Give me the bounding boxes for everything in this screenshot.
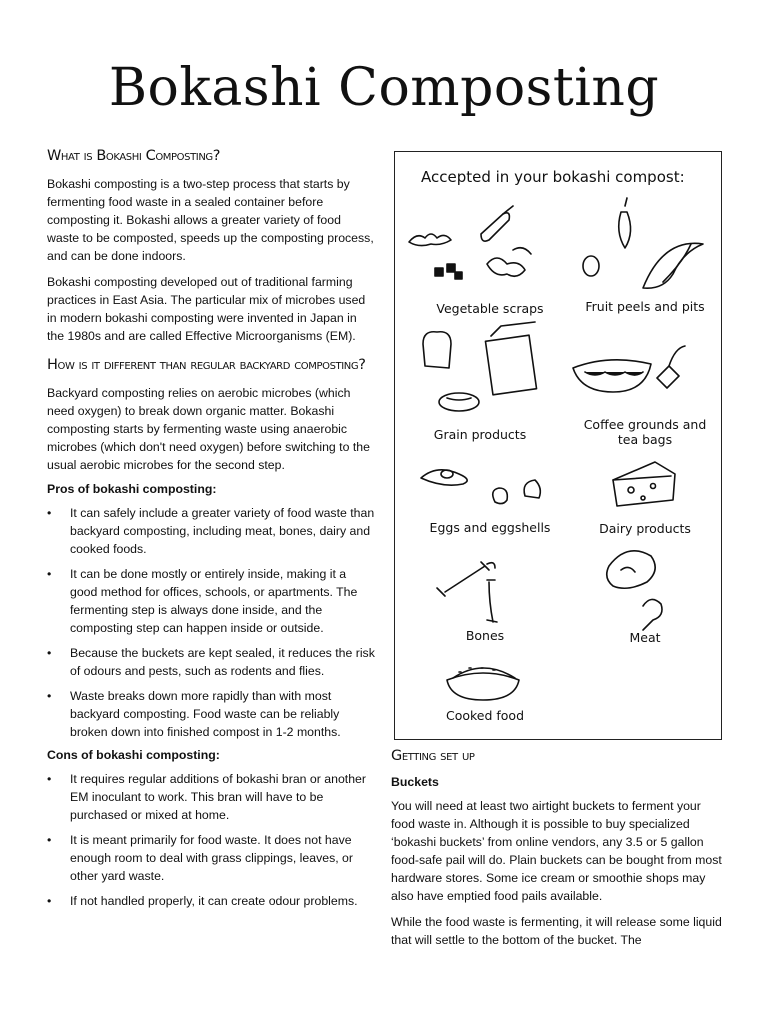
buckets-paragraph-1: You will need at least two airtight buckets to ferment your food waste in. Although it is possible to buy specialized ‘bokashi buckets’ from online vendors, any 3.5 or 5 gallon food-safe pail will do. Plain buckets can be bought from most hardware stores. Some ice cream or smoothie shops may also have emptied food pails available.: [391, 799, 722, 904]
eggs-icon: [421, 470, 540, 504]
label-bones: Bones: [465, 628, 505, 643]
list-item: • It can be done mostly or entirely inside, making it a good method for offices, schools, or apartments. The fermenting step is always done inside, and the composting step can happen inside or outside.: [47, 565, 375, 637]
pros-list: [47, 504, 375, 741]
pros-heading: Pros of bokashi composting:: [47, 482, 217, 497]
intro-paragraph-1: Bokashi composting is a two-step process that starts by fermenting food waste in a sealed container before composting it. Bokashi allows a greater variety of food waste to be composted, speeds up the composting process, and can be done indoors.: [47, 177, 374, 264]
buckets-heading: Buckets: [391, 775, 439, 790]
vegetable-scraps-icon: [409, 206, 531, 279]
figure-title: Accepted in your bokashi compost:: [421, 168, 685, 186]
dairy-icon: [613, 462, 675, 506]
cons-heading: Cons of bokashi composting:: [47, 748, 220, 763]
list-item: • Waste breaks down more rapidly than with most backyard composting. Food waste can be reliably broken down into finished compost in 1-2 months.: [47, 687, 375, 741]
cooked-food-icon: [447, 668, 519, 700]
left-column: [47, 146, 375, 917]
label-vegetable-scraps: Vegetable scraps: [436, 301, 544, 316]
label-cooked-food: Cooked food: [445, 708, 525, 723]
list-item: • Because the buckets are kept sealed, it reduces the risk of odours and pests, such as rodents and flies.: [47, 644, 375, 680]
label-coffee-line-2: tea bags: [617, 432, 673, 447]
list-item: • It can safely include a greater variety of food waste than backyard composting, including meat, bones, dairy and cooked foods.: [47, 504, 375, 558]
section-heading-difference: How is it different than regular backyard composting?: [47, 357, 366, 374]
fruit-peels-icon: [583, 198, 703, 288]
accepted-items-figure: [394, 151, 722, 740]
list-item: • It requires regular additions of bokashi bran or another EM inoculant to work. This bran will have to be purchased or mixed at home.: [47, 770, 375, 824]
grain-products-icon: [423, 322, 537, 411]
label-grain-products: Grain products: [433, 427, 527, 442]
intro-paragraph-2: Bokashi composting developed out of traditional farming practices in East Asia. The particular mix of microbes used in modern bokashi composting were invented in Japan in the 1980s and are called Effective Microorganisms (EM).: [47, 275, 366, 344]
page-title: Bokashi Composting: [108, 58, 660, 118]
meat-icon: [607, 551, 662, 630]
difference-paragraph: Backyard composting relies on aerobic microbes (which need oxygen) to break down organic matter. Bokashi composting starts by fermenting waste using anaerobic microbes (which don't need oxygen) before switching to the usual aerobic microbes for the second step.: [47, 386, 370, 473]
list-item: • If not handled properly, it can create odour problems.: [47, 892, 375, 910]
buckets-paragraph-2: While the food waste is fermenting, it will release some liquid that will settle to the bottom of the bucket. The: [391, 915, 722, 948]
label-coffee-line-1: Coffee grounds and: [583, 417, 707, 432]
right-column: [391, 746, 726, 957]
label-fruit-peels: Fruit peels and pits: [585, 299, 705, 314]
label-dairy: Dairy products: [599, 521, 691, 536]
list-item: • It is meant primarily for food waste. It does not have enough room to deal with grass clippings, leaves, or other yard waste.: [47, 831, 375, 885]
label-eggs: Eggs and eggshells: [429, 520, 551, 535]
coffee-grounds-icon: [573, 346, 685, 392]
section-heading-getting-set-up: Getting set up: [391, 748, 475, 764]
label-coffee-grounds: [565, 417, 725, 447]
section-heading-what-is: What is Bokashi Composting?: [47, 148, 221, 164]
bones-icon: [437, 562, 497, 622]
label-meat: Meat: [629, 630, 661, 645]
cons-list: [47, 770, 375, 910]
